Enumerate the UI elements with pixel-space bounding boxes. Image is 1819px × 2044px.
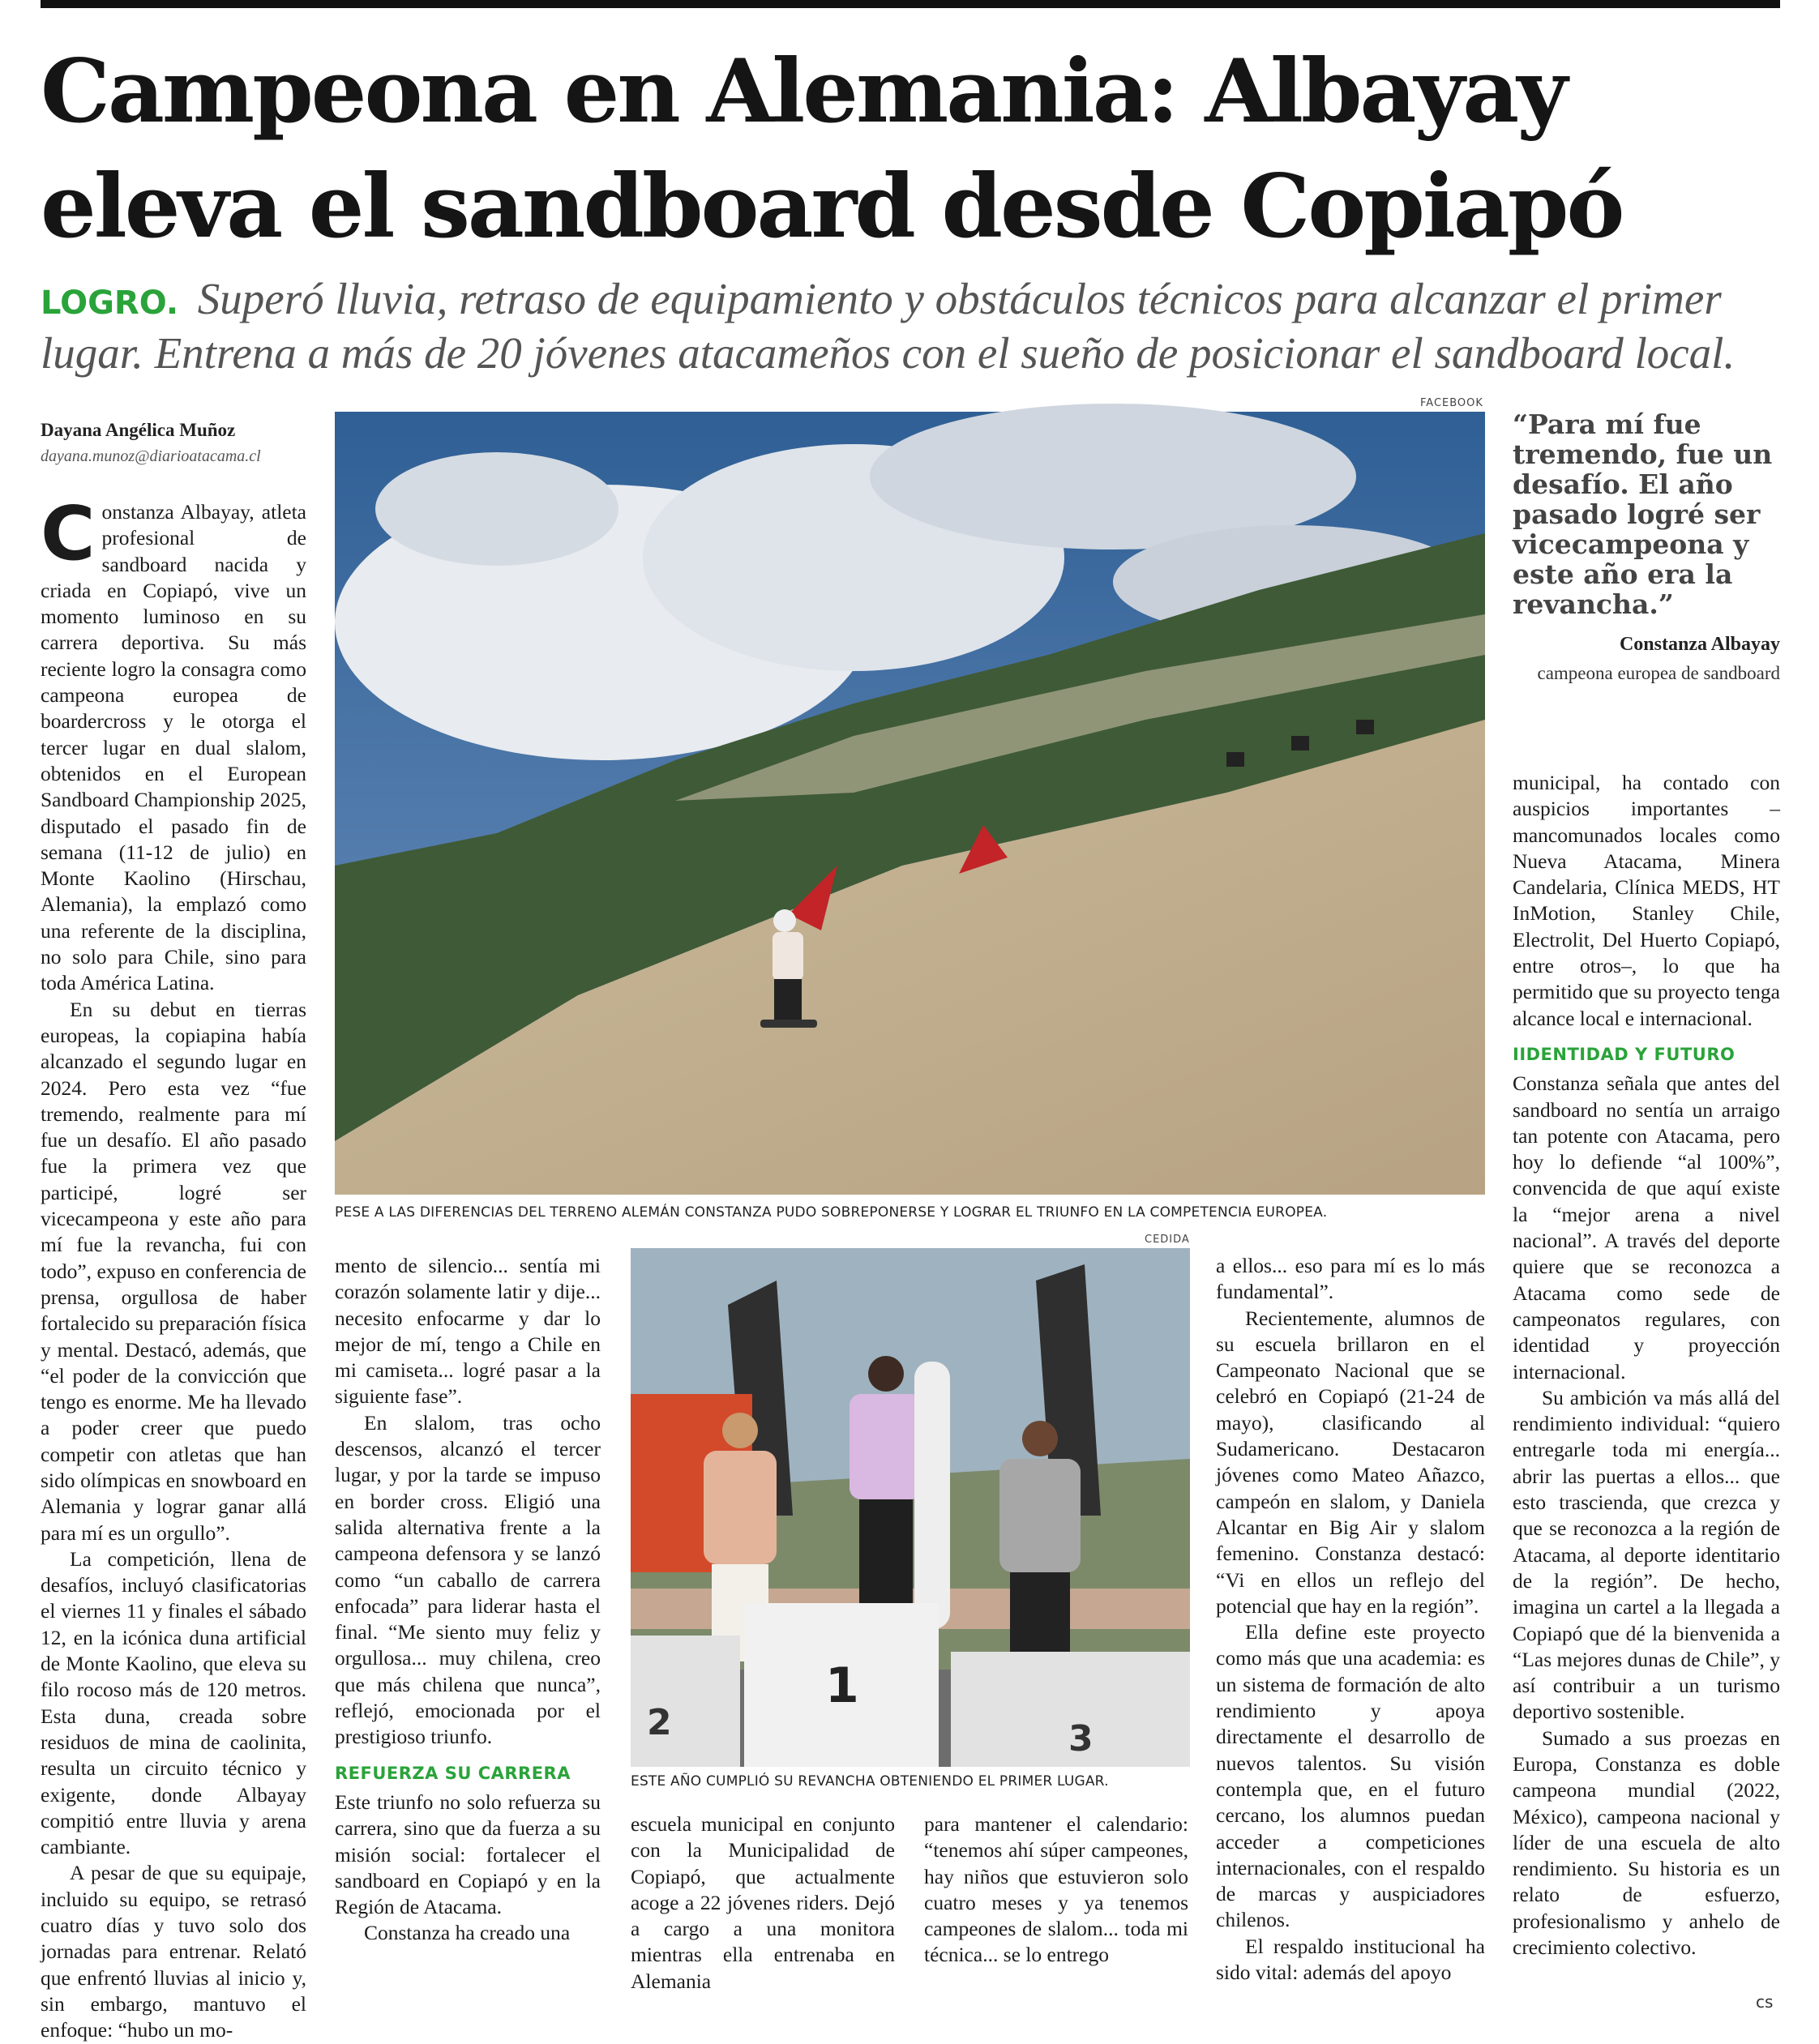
article-column-6 [1513, 770, 1780, 1961]
podium-second-number: 2 [647, 1702, 672, 1743]
byline-email: dayana.munoz@diarioatacama.cl [41, 447, 261, 465]
paragraph: Constanza ha creado una [364, 1921, 571, 1945]
pull-quote-role: campeona europea de sandboard [1537, 663, 1780, 683]
paragraph: Sumado a sus proezas en Europa, Constanza es doble campeona mundial (2022, México), campeona nacional y líder de una escuela de alto rendimiento. Su historia es un relato de esfuerzo, profesionalismo y anhelo de crecimiento colectivo. [1513, 1725, 1780, 1960]
pull-quote-name: Constanza Albayay [1619, 634, 1780, 655]
paragraph-text: onstanza Albayay, atleta profesional de sandboard nacida y criada en Copiapó, vive un momento luminoso en su carrera deportiva. Su más reciente logro la consagra como campeona europea de boardercross y le otorga el tercer lugar en dual slalom, obtenidos en el European Sandboard Championship 2025, disputado el pasado fin de semana (11-12 de julio) en Monte Kaolino (Hirschau, Alemania), la emplazó como una referente de la disciplina, no solo para Chile, sino para toda América Latina. [41, 500, 306, 995]
paragraph: para mantener el calendario: “tenemos ahí súper campeones, hay niños que estuvieron solo cuatro meses y ya tenemos campeones de slalom... toda mi técnica... se lo entrego [924, 1812, 1188, 1967]
end-mark: cs [1756, 1992, 1774, 2012]
photo-credit-main: FACEBOOK [1420, 397, 1483, 409]
deck-kicker: LOGRO. [41, 284, 179, 322]
article-column-2 [335, 1253, 601, 1947]
paragraph: Ella define este proyecto como más que una academia: es un sistema de formación de alto rendimiento y apoya directamente el desarrollo de nuevos talentos. Su visión contempla que, en el futuro cercano, los alumnos puedan acceder a competiciones internacionales, con el respaldo de marcas y auspiciadores chilenos. [1216, 1620, 1485, 1932]
deck [41, 274, 1783, 378]
main-photo-caption: PESE A LAS DIFERENCIAS DEL TERRENO ALEMÁN CONSTANZA PUDO SOBREPONERSE Y LOGRAR EL TRIUNFO EN LA COMPETENCIA EUROPEA. [335, 1204, 1328, 1221]
headline-line-1: Campeona en Alemania: Albayay [41, 41, 1565, 143]
paragraph: a ellos... eso para mí es lo más fundamental”. [1216, 1254, 1485, 1304]
byline-author: Dayana Angélica Muñoz [41, 420, 236, 440]
sandboard-dune-image [335, 412, 1485, 1195]
paragraph: El respaldo institucional ha sido vital: además del apoyo [1216, 1934, 1485, 1985]
paragraph [41, 490, 306, 997]
paragraph: En su debut en tierras europeas, la copiapina había alcanzado el segundo lugar en 2024. Pero esta vez “fue tremendo, realmente para mí fue un desafío. El año pasado fue la primera vez que participé, logré ser vicecampeona y este año para mí fue la revancha, fui con todo”, expuso en conferencia de prensa, orgullosa de haber fortalecido su preparación física y mental. Destacó, además, que “el poder de la convicción que tengo es enorme. Me ha llevado a poder creer que puedo competir con atletas que han sido olímpicas en snowboard en Alemania y lograr ganar allá para mí es un orgullo”. [41, 997, 306, 1545]
paragraph: La competición, llena de desafíos, incluyó clasificatorias el viernes 11 y finales el sábado 12, en la icónica duna artificial de Monte Kaolino, que eleva su filo rocoso más de 120 metros. Esta duna, creada sobre residuos de mina de caolinita, resulta un circuito técnico y exigente, donde Albayay compitió entre lluvia y arena cambiante. [41, 1546, 306, 1859]
article-column-5 [1216, 1253, 1485, 1986]
podium-first-number: 1 [825, 1657, 859, 1714]
article-column-3 [631, 1811, 895, 1995]
main-photo [335, 412, 1485, 1195]
podium-photo [631, 1248, 1190, 1767]
photo-credit-podium: CEDIDA [1145, 1234, 1190, 1246]
paragraph: municipal, ha contado con auspicios importantes –mancomunados locales como Nueva Atacama, Minera Candelaria, Clínica MEDS, HT InMotion, Stanley Chile, Electrolit, Del Huerto Copiapó, entre otros–, lo que ha permitido que su proyecto tenga alcance local e internacional. [1513, 771, 1780, 1030]
deck-text: Superó lluvia, retraso de equipamiento y obstáculos técnicos para alcanzar el primer lugar. Entrena a más de 20 jóvenes atacameños con el sueño de posicionar el sandboard local. [41, 274, 1736, 378]
paragraph: escuela municipal en conjunto con la Municipalidad de Copiapó, que actualmente acoge a 22 jóvenes riders. Dejó a cargo a una monitora mientras ella entrenaba en Alemania [631, 1812, 895, 1993]
pull-quote: “Para mí fue tremendo, fue un desafío. El año pasado logré ser vicecampeona y este año era la revancha.” [1513, 408, 1773, 620]
drop-cap: C [41, 490, 96, 577]
paragraph: Este triunfo no solo refuerza su carrera, sino que da fuerza a su misión social: fortalecer el sandboard en Copiapó y en la Región de Atacama. [335, 1790, 601, 1919]
headline-line-2: eleva el sandboard desde Copiapó [41, 156, 1623, 258]
podium-third-number: 3 [1068, 1718, 1094, 1760]
paragraph: Su ambición va más allá del rendimiento individual: “quiero entregarle toda mi energía... abrir las puertas a ellos... que esto trascienda, que crezca y que se reconozca a la región de Atacama, al deporte identitario de la región”. De hecho, imagina un cartel a la llegada a Copiapó que dé la bienvenida a “Las mejores dunas de Chile”, y así contribuir a un turismo deportivo sostenible. [1513, 1385, 1780, 1724]
podium-image [631, 1248, 1190, 1767]
article-column-1 [41, 490, 306, 2044]
paragraph: Constanza señala que antes del sandboard no sentía un arraigo tan potente con Atacama, pero hoy lo defiende “al 100%”, convencida de que aquí existe la “mejor arena a nivel nacional”. A través del deporte quiere que se reconozca a Atacama como sede de campeonatos regulares, con identidad y proyección internacional. [1513, 1071, 1780, 1383]
top-rule [41, 0, 1780, 8]
article-column-4 [924, 1811, 1188, 1969]
paragraph: A pesar de que su equipaje, incluido su equipo, se retrasó cuatro días y tuvo solo dos jornadas para entrenar. Relató que enfrentó lluvias al inicio y, sin embargo, mantuvo el enfoque: “hubo un mo- [41, 1861, 306, 2042]
podium-photo-caption: ESTE AÑO CUMPLIÓ SU REVANCHA OBTENIENDO EL PRIMER LUGAR. [631, 1773, 1109, 1790]
paragraph: mento de silencio... sentía mi corazón solamente latir y dije... necesito enfocarme y dar lo mejor de mí, tengo a Chile en mi camiseta... logré pasar a la siguiente fase”. [335, 1254, 601, 1409]
paragraph: Recientemente, alumnos de su escuela brillaron en el Campeonato Nacional que se celebró en Copiapó (21-24 de mayo), clasificando al Sudamericano. Destacaron jóvenes como Mateo Añazco, campeón en slalom, y Daniela Alcantar en Big Air y slalom femenino. Constanza destacó: “Vi en ellos un reflejo del potencial que hay en la región”. [1216, 1306, 1485, 1618]
headline [41, 34, 1783, 264]
subhead-refuerza: REFUERZA SU CARRERA [335, 1763, 571, 1783]
paragraph: En slalom, tras ocho descensos, alcanzó el tercer lugar, y por la tarde se impuso en border cross. Eligió una salida alternativa frente a la campeona defensora y se lanzó como “un caballo de carrera enfocada” para liderar hasta el final. “Me siento muy feliz y orgullosa... muy chilena, creo que más chilena que nunca”, reflejó, emocionada por el prestigioso triunfo. [335, 1410, 601, 1749]
subhead-identidad: IIDENTIDAD Y FUTURO [1513, 1044, 1736, 1064]
